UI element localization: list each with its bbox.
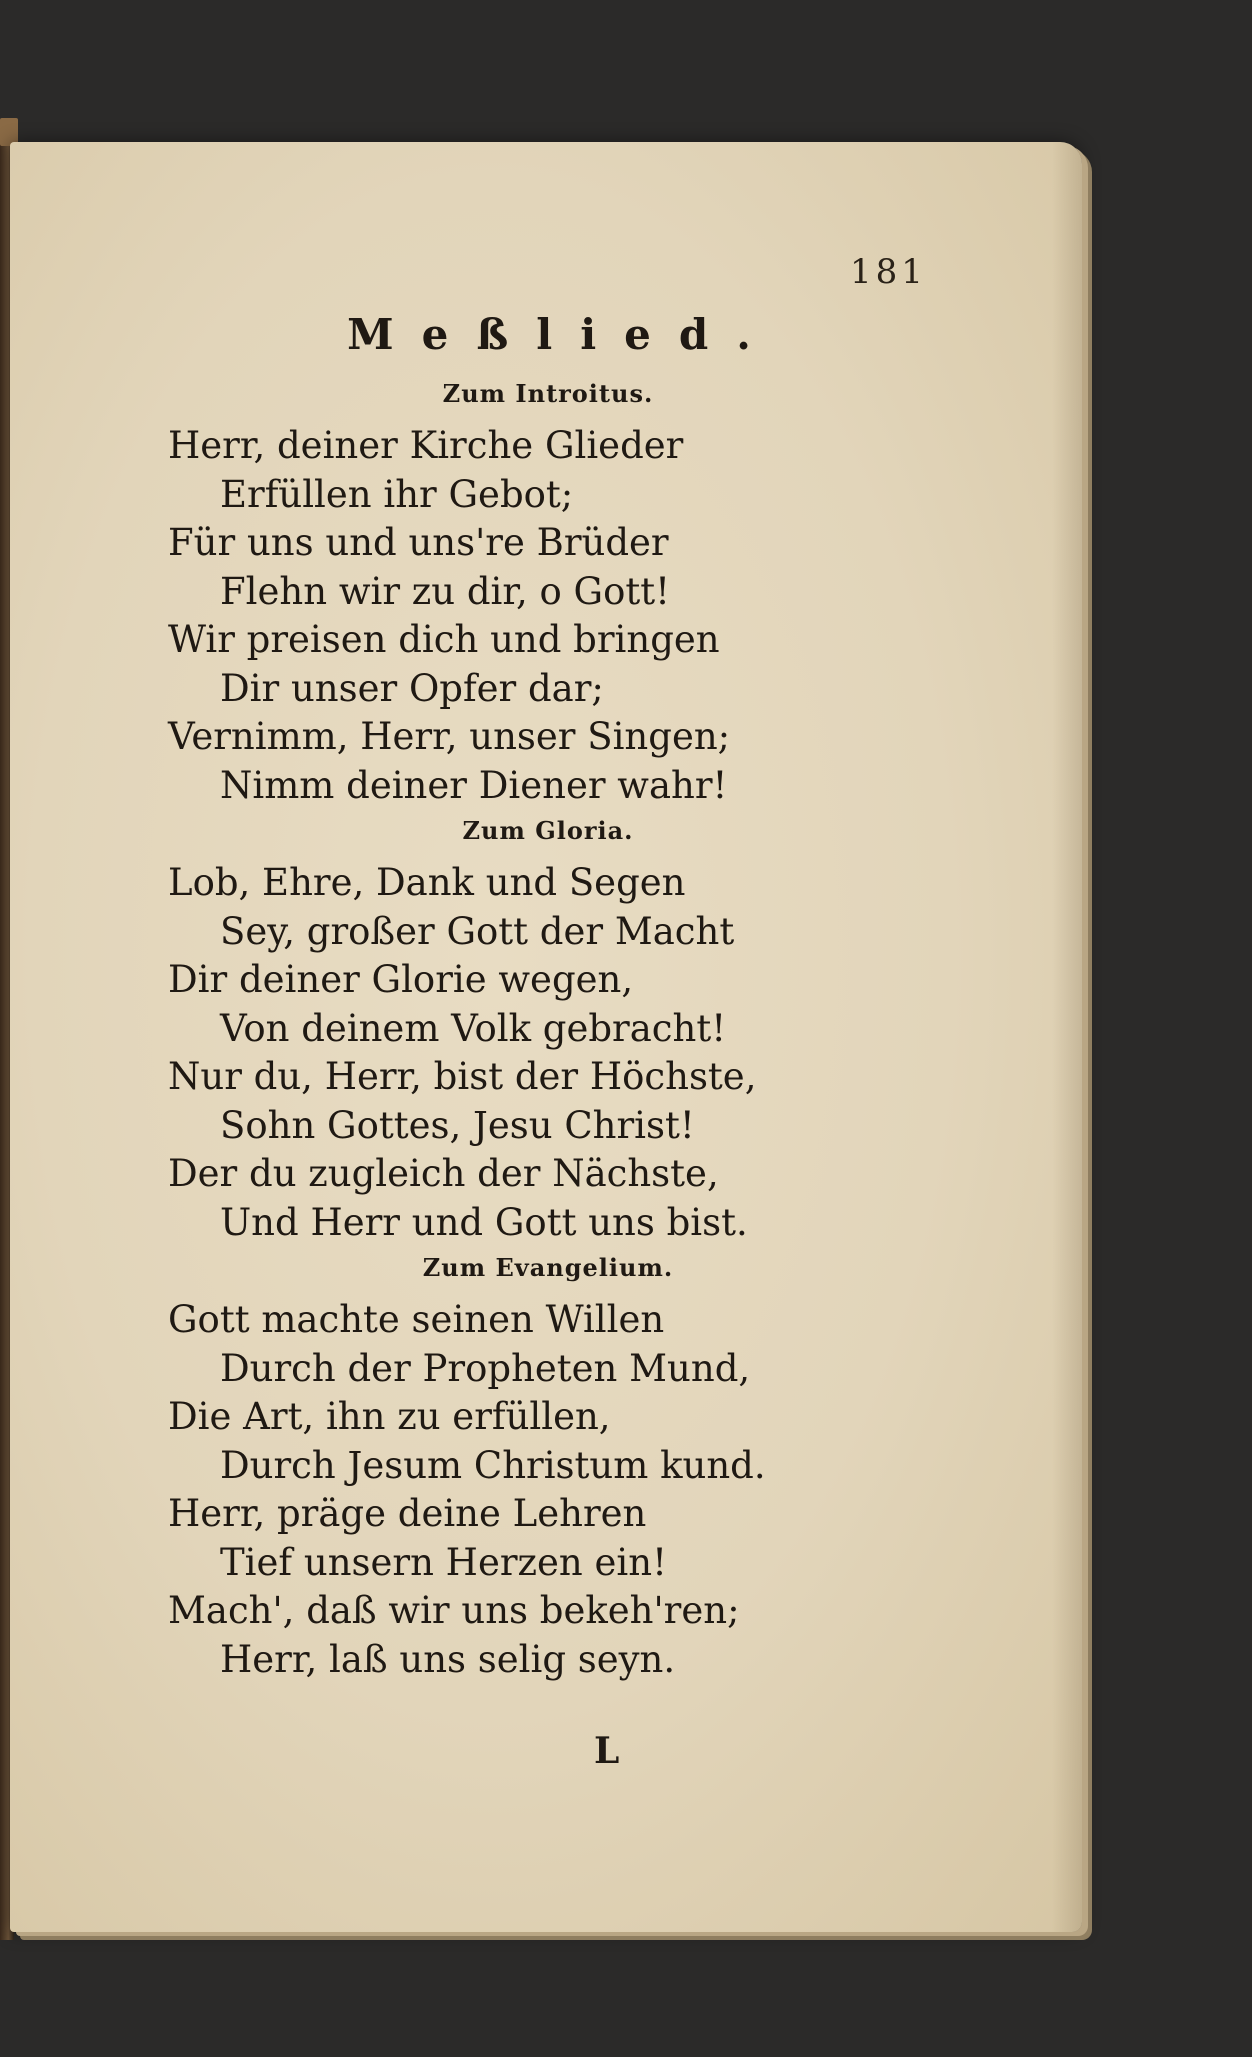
section-introitus (168, 379, 1048, 810)
verse-line: Lob, Ehre, Dank und Segen (168, 861, 686, 904)
section-gloria (168, 816, 1048, 1247)
verse-line: Sey, großer Gott der Macht (220, 909, 735, 953)
verse-line: Sohn Gottes, Jesu Christ! (220, 1103, 695, 1147)
verse-line: Erfüllen ihr Gebot; (220, 472, 574, 516)
hymn-title: Meßlied. (347, 310, 779, 359)
verse-line: Der du zugleich der Nächste, (168, 1152, 719, 1195)
verse-line: Dir unser Opfer dar; (220, 666, 604, 710)
verse-line: Herr, deiner Kirche Glieder (168, 424, 684, 467)
page-number: 181 (850, 252, 927, 292)
verse-line: Herr, präge deine Lehren (168, 1492, 647, 1535)
verse-line: Herr, laß uns selig seyn. (220, 1637, 676, 1681)
section-heading: Zum Evangelium. (422, 1253, 674, 1282)
verse-line: Vernimm, Herr, unser Singen; (168, 715, 731, 758)
verse-line: Flehn wir zu dir, o Gott! (220, 569, 670, 613)
section-heading: Zum Introitus. (442, 379, 654, 408)
hymn-text (168, 300, 1048, 1684)
verse-line: Dir deiner Glorie wegen, (168, 958, 634, 1001)
verse-line: Nur du, Herr, bist der Höchste, (168, 1055, 757, 1098)
verse-line: Für uns und uns're Brüder (168, 521, 669, 564)
verse-line: Tief unsern Herzen ein! (220, 1540, 667, 1584)
verse-line: Nimm deiner Diener wahr! (220, 763, 728, 807)
section-evangelium (168, 1253, 1048, 1684)
catchword: L (594, 1730, 620, 1772)
verse-line: Die Art, ihn zu erfüllen, (168, 1395, 611, 1438)
verse-line: Gott machte seinen Willen (168, 1298, 665, 1341)
verse-line: Durch der Propheten Mund, (220, 1346, 751, 1390)
verse-line: Wir preisen dich und bringen (168, 618, 720, 661)
verse-line: Durch Jesum Christum kund. (220, 1443, 766, 1487)
section-heading: Zum Gloria. (462, 816, 634, 845)
verse-line: Mach', daß wir uns bekeh'ren; (168, 1589, 740, 1632)
verse-line: Und Herr und Gott uns bist. (220, 1200, 748, 1244)
verse-line: Von deinem Volk gebracht! (220, 1006, 727, 1050)
